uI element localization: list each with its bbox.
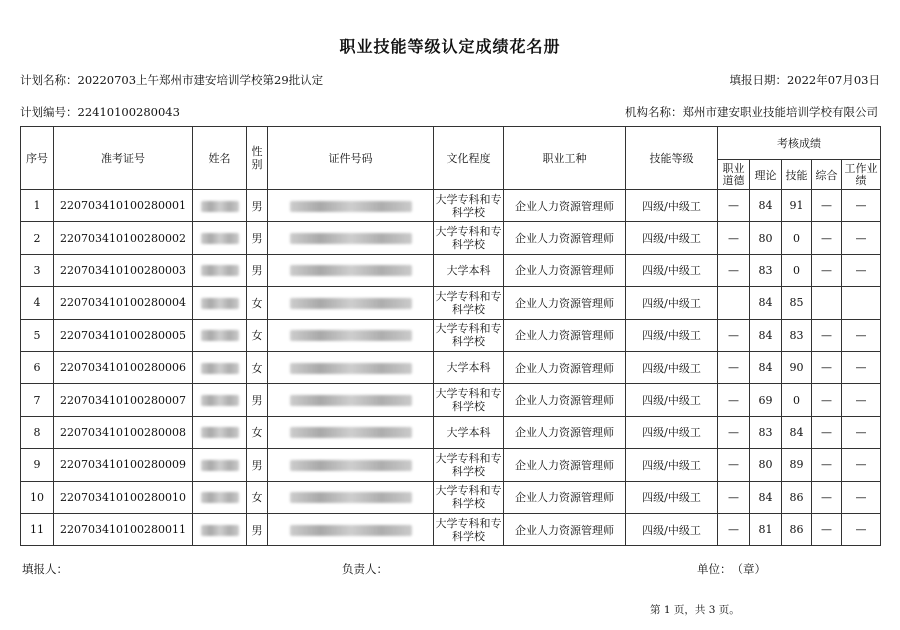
cell-overall: — bbox=[812, 481, 842, 513]
cell-exam-no: 220703410100280004 bbox=[54, 287, 193, 319]
header-exam-no: 准考证号 bbox=[54, 127, 193, 190]
cell-gender: 男 bbox=[247, 190, 268, 222]
header-level: 技能等级 bbox=[626, 127, 718, 190]
cell-education: 大学专科和专科学校 bbox=[434, 513, 504, 545]
cell-ethics bbox=[718, 287, 750, 319]
redacted-name bbox=[201, 233, 239, 244]
cell-level: 四级/中级工 bbox=[626, 287, 718, 319]
header-education: 文化程度 bbox=[434, 127, 504, 190]
cell-job: 企业人力资源管理师 bbox=[504, 222, 626, 254]
cell-work: — bbox=[842, 351, 881, 383]
cell-gender: 男 bbox=[247, 449, 268, 481]
page-number: 第 1 页，共 3 页。 bbox=[650, 604, 740, 616]
cell-skill: 0 bbox=[782, 222, 812, 254]
table-row bbox=[21, 416, 881, 448]
cell-skill: 0 bbox=[782, 254, 812, 286]
cell-name-redacted bbox=[193, 416, 247, 448]
cell-skill: 85 bbox=[782, 287, 812, 319]
cell-ethics: — bbox=[718, 254, 750, 286]
cell-skill: 86 bbox=[782, 513, 812, 545]
cell-theory: 83 bbox=[750, 416, 782, 448]
table-row bbox=[21, 287, 881, 319]
redacted-name bbox=[201, 363, 239, 374]
table-row bbox=[21, 384, 881, 416]
cell-gender: 女 bbox=[247, 287, 268, 319]
cell-name-redacted bbox=[193, 481, 247, 513]
cell-exam-no: 220703410100280009 bbox=[54, 449, 193, 481]
cell-id-redacted bbox=[268, 222, 434, 254]
header-seq: 序号 bbox=[21, 127, 54, 190]
cell-work: — bbox=[842, 319, 881, 351]
header-gender: 性别 bbox=[247, 127, 268, 190]
cell-job: 企业人力资源管理师 bbox=[504, 481, 626, 513]
cell-overall: — bbox=[812, 319, 842, 351]
cell-id-redacted bbox=[268, 287, 434, 319]
cell-id-redacted bbox=[268, 513, 434, 545]
redacted-id-number bbox=[290, 265, 412, 276]
cell-theory: 84 bbox=[750, 319, 782, 351]
cell-skill: 86 bbox=[782, 481, 812, 513]
redacted-id-number bbox=[290, 427, 412, 438]
cell-education: 大学专科和专科学校 bbox=[434, 481, 504, 513]
table-row bbox=[21, 319, 881, 351]
cell-theory: 81 bbox=[750, 513, 782, 545]
cell-ethics: — bbox=[718, 222, 750, 254]
cell-id-redacted bbox=[268, 351, 434, 383]
cell-job: 企业人力资源管理师 bbox=[504, 513, 626, 545]
cell-ethics: — bbox=[718, 384, 750, 416]
cell-seq: 1 bbox=[21, 190, 54, 222]
cell-name-redacted bbox=[193, 254, 247, 286]
cell-overall: — bbox=[812, 190, 842, 222]
cell-work: — bbox=[842, 481, 881, 513]
cell-exam-no: 220703410100280002 bbox=[54, 222, 193, 254]
cell-gender: 女 bbox=[247, 416, 268, 448]
cell-level: 四级/中级工 bbox=[626, 481, 718, 513]
cell-name-redacted bbox=[193, 384, 247, 416]
cell-education: 大学专科和专科学校 bbox=[434, 287, 504, 319]
header-theory: 理论 bbox=[750, 160, 782, 190]
header-work: 工作业绩 bbox=[842, 160, 881, 190]
cell-seq: 4 bbox=[21, 287, 54, 319]
cell-name-redacted bbox=[193, 287, 247, 319]
cell-id-redacted bbox=[268, 449, 434, 481]
cell-exam-no: 220703410100280005 bbox=[54, 319, 193, 351]
cell-exam-no: 220703410100280003 bbox=[54, 254, 193, 286]
cell-name-redacted bbox=[193, 351, 247, 383]
cell-job: 企业人力资源管理师 bbox=[504, 449, 626, 481]
redacted-id-number bbox=[290, 460, 412, 471]
cell-seq: 2 bbox=[21, 222, 54, 254]
cell-ethics: — bbox=[718, 190, 750, 222]
redacted-id-number bbox=[290, 525, 412, 536]
redacted-name bbox=[201, 265, 239, 276]
cell-ethics: — bbox=[718, 513, 750, 545]
cell-work: — bbox=[842, 222, 881, 254]
cell-theory: 80 bbox=[750, 449, 782, 481]
header-overall: 综合 bbox=[812, 160, 842, 190]
redacted-name bbox=[201, 298, 239, 309]
cell-work: — bbox=[842, 190, 881, 222]
table-row bbox=[21, 351, 881, 383]
cell-job: 企业人力资源管理师 bbox=[504, 384, 626, 416]
organization-name: 机构名称：郑州市建安职业技能培训学校有限公司 bbox=[625, 105, 878, 119]
cell-overall bbox=[812, 287, 842, 319]
cell-education: 大学专科和专科学校 bbox=[434, 190, 504, 222]
redacted-id-number bbox=[290, 201, 412, 212]
cell-overall: — bbox=[812, 351, 842, 383]
cell-education: 大学专科和专科学校 bbox=[434, 449, 504, 481]
cell-id-redacted bbox=[268, 254, 434, 286]
header-skill: 技能 bbox=[782, 160, 812, 190]
cell-job: 企业人力资源管理师 bbox=[504, 351, 626, 383]
plan-number: 计划编号：22410100280043 bbox=[20, 105, 180, 119]
cell-level: 四级/中级工 bbox=[626, 254, 718, 286]
cell-gender: 女 bbox=[247, 481, 268, 513]
cell-gender: 男 bbox=[247, 222, 268, 254]
cell-gender: 女 bbox=[247, 319, 268, 351]
redacted-id-number bbox=[290, 492, 412, 503]
cell-skill: 89 bbox=[782, 449, 812, 481]
cell-seq: 6 bbox=[21, 351, 54, 383]
cell-overall: — bbox=[812, 384, 842, 416]
cell-job: 企业人力资源管理师 bbox=[504, 254, 626, 286]
cell-work: — bbox=[842, 254, 881, 286]
page-title: 职业技能等级认定成绩花名册 bbox=[339, 37, 561, 56]
cell-id-redacted bbox=[268, 481, 434, 513]
cell-work: — bbox=[842, 513, 881, 545]
header-job: 职业工种 bbox=[504, 127, 626, 190]
cell-seq: 9 bbox=[21, 449, 54, 481]
cell-theory: 84 bbox=[750, 351, 782, 383]
cell-overall: — bbox=[812, 449, 842, 481]
header-name: 姓名 bbox=[193, 127, 247, 190]
owner-label: 负责人： bbox=[342, 562, 388, 576]
cell-education: 大学专科和专科学校 bbox=[434, 222, 504, 254]
cell-exam-no: 220703410100280001 bbox=[54, 190, 193, 222]
unit-seal-label: 单位： （章） bbox=[697, 562, 766, 576]
score-roster-table bbox=[20, 126, 881, 546]
cell-seq: 11 bbox=[21, 513, 54, 545]
cell-job: 企业人力资源管理师 bbox=[504, 416, 626, 448]
cell-education: 大学本科 bbox=[434, 416, 504, 448]
plan-name: 计划名称：20220703上午郑州市建安培训学校第29批认定 bbox=[20, 73, 324, 87]
cell-name-redacted bbox=[193, 190, 247, 222]
cell-job: 企业人力资源管理师 bbox=[504, 190, 626, 222]
cell-work: — bbox=[842, 384, 881, 416]
cell-work bbox=[842, 287, 881, 319]
header-ethics: 职业道德 bbox=[718, 160, 750, 190]
cell-level: 四级/中级工 bbox=[626, 319, 718, 351]
redacted-name bbox=[201, 427, 239, 438]
redacted-name bbox=[201, 201, 239, 212]
redacted-id-number bbox=[290, 330, 412, 341]
redacted-name bbox=[201, 492, 239, 503]
redacted-id-number bbox=[290, 233, 412, 244]
cell-skill: 83 bbox=[782, 319, 812, 351]
redacted-name bbox=[201, 525, 239, 536]
cell-seq: 5 bbox=[21, 319, 54, 351]
cell-level: 四级/中级工 bbox=[626, 384, 718, 416]
cell-level: 四级/中级工 bbox=[626, 351, 718, 383]
cell-level: 四级/中级工 bbox=[626, 190, 718, 222]
table-row bbox=[21, 449, 881, 481]
cell-theory: 83 bbox=[750, 254, 782, 286]
cell-exam-no: 220703410100280007 bbox=[54, 384, 193, 416]
cell-overall: — bbox=[812, 254, 842, 286]
cell-gender: 男 bbox=[247, 513, 268, 545]
header-id-no: 证件号码 bbox=[268, 127, 434, 190]
cell-overall: — bbox=[812, 513, 842, 545]
cell-theory: 84 bbox=[750, 287, 782, 319]
cell-education: 大学专科和专科学校 bbox=[434, 384, 504, 416]
cell-job: 企业人力资源管理师 bbox=[504, 319, 626, 351]
cell-exam-no: 220703410100280008 bbox=[54, 416, 193, 448]
cell-ethics: — bbox=[718, 351, 750, 383]
cell-gender: 男 bbox=[247, 254, 268, 286]
cell-name-redacted bbox=[193, 513, 247, 545]
cell-level: 四级/中级工 bbox=[626, 513, 718, 545]
header-scores: 考核成绩 bbox=[718, 127, 881, 160]
cell-gender: 女 bbox=[247, 351, 268, 383]
cell-work: — bbox=[842, 416, 881, 448]
cell-name-redacted bbox=[193, 319, 247, 351]
cell-theory: 69 bbox=[750, 384, 782, 416]
cell-seq: 7 bbox=[21, 384, 54, 416]
cell-overall: — bbox=[812, 222, 842, 254]
cell-id-redacted bbox=[268, 384, 434, 416]
cell-seq: 10 bbox=[21, 481, 54, 513]
cell-name-redacted bbox=[193, 222, 247, 254]
cell-id-redacted bbox=[268, 190, 434, 222]
fill-date: 填报日期：2022年07月03日 bbox=[729, 73, 880, 87]
redacted-id-number bbox=[290, 298, 412, 309]
cell-level: 四级/中级工 bbox=[626, 222, 718, 254]
table-row bbox=[21, 481, 881, 513]
cell-skill: 0 bbox=[782, 384, 812, 416]
cell-id-redacted bbox=[268, 416, 434, 448]
cell-skill: 84 bbox=[782, 416, 812, 448]
table-row bbox=[21, 222, 881, 254]
cell-ethics: — bbox=[718, 319, 750, 351]
cell-exam-no: 220703410100280011 bbox=[54, 513, 193, 545]
cell-skill: 91 bbox=[782, 190, 812, 222]
cell-exam-no: 220703410100280006 bbox=[54, 351, 193, 383]
cell-skill: 90 bbox=[782, 351, 812, 383]
redacted-name bbox=[201, 460, 239, 471]
cell-education: 大学本科 bbox=[434, 254, 504, 286]
cell-level: 四级/中级工 bbox=[626, 416, 718, 448]
redacted-id-number bbox=[290, 395, 412, 406]
filler-label: 填报人： bbox=[22, 562, 68, 576]
cell-overall: — bbox=[812, 416, 842, 448]
redacted-name bbox=[201, 330, 239, 341]
cell-seq: 3 bbox=[21, 254, 54, 286]
cell-gender: 男 bbox=[247, 384, 268, 416]
cell-job: 企业人力资源管理师 bbox=[504, 287, 626, 319]
cell-education: 大学专科和专科学校 bbox=[434, 319, 504, 351]
cell-ethics: — bbox=[718, 416, 750, 448]
cell-id-redacted bbox=[268, 319, 434, 351]
table-row bbox=[21, 190, 881, 222]
table-body bbox=[21, 190, 881, 546]
cell-theory: 84 bbox=[750, 190, 782, 222]
cell-education: 大学本科 bbox=[434, 351, 504, 383]
cell-name-redacted bbox=[193, 449, 247, 481]
redacted-id-number bbox=[290, 363, 412, 374]
cell-level: 四级/中级工 bbox=[626, 449, 718, 481]
table-row bbox=[21, 254, 881, 286]
redacted-name bbox=[201, 395, 239, 406]
cell-theory: 84 bbox=[750, 481, 782, 513]
cell-ethics: — bbox=[718, 481, 750, 513]
cell-seq: 8 bbox=[21, 416, 54, 448]
cell-ethics: — bbox=[718, 449, 750, 481]
table-row bbox=[21, 513, 881, 545]
cell-theory: 80 bbox=[750, 222, 782, 254]
cell-exam-no: 220703410100280010 bbox=[54, 481, 193, 513]
cell-work: — bbox=[842, 449, 881, 481]
